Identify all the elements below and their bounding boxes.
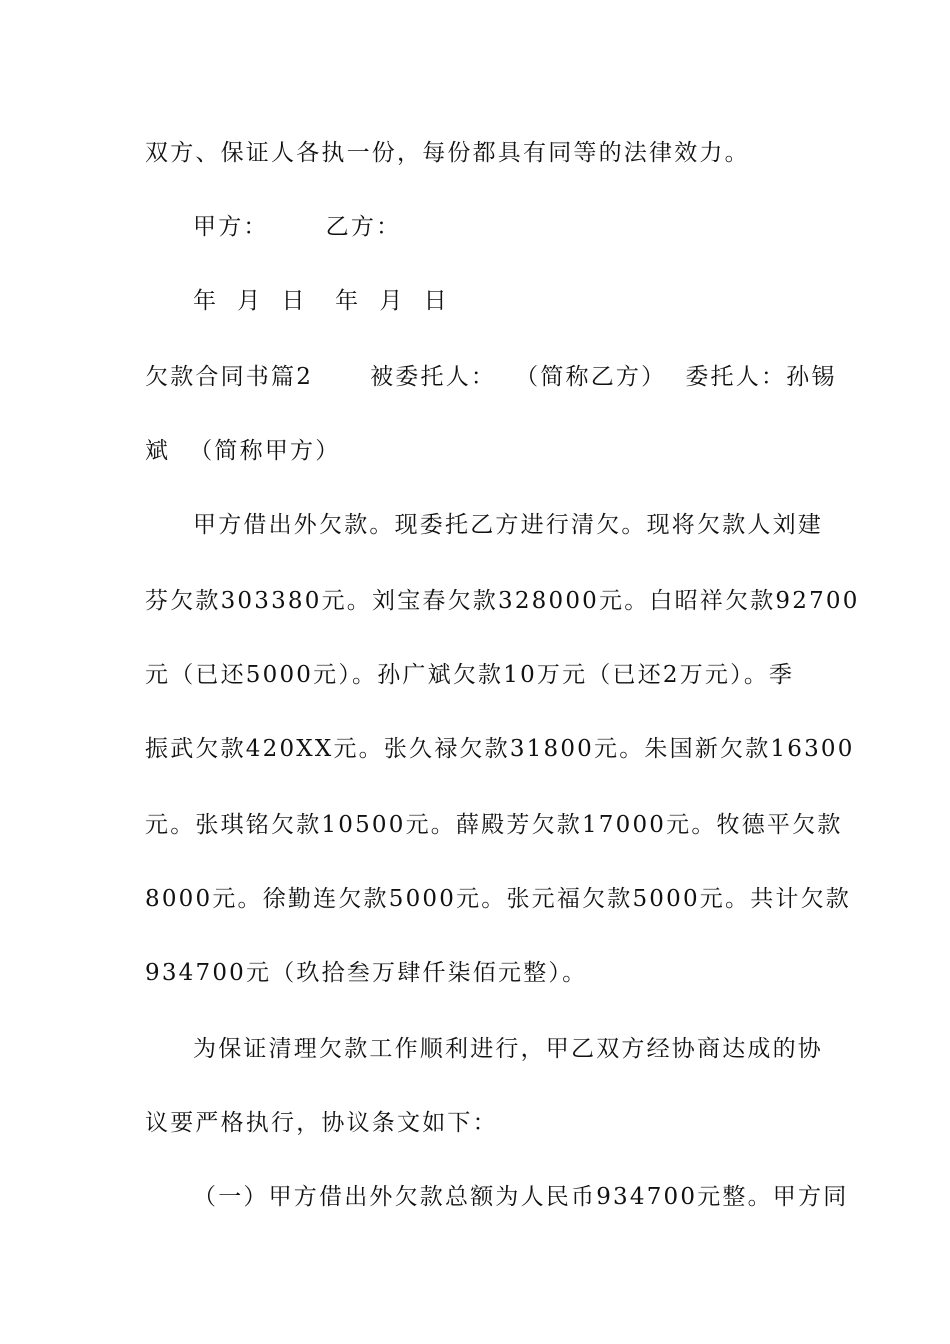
text-line: 8000元。徐勤连欠款5000元。张元福欠款5000元。共计欠款 <box>145 886 851 912</box>
text-line: 斌 （简称甲方） <box>145 438 341 464</box>
text-line: 芬欠款303380元。刘宝春欠款328000元。白昭祥欠款92700 <box>145 588 860 614</box>
text-line: 934700元（玖拾叁万肆仟柒佰元整）。 <box>145 960 588 986</box>
signature-date-labels: 年 月 日 年 月 日 <box>193 288 449 314</box>
text-line: 振武欠款420XX元。张久禄欠款31800元。朱国新欠款16300 <box>145 736 855 762</box>
text-line: 双方、保证人各执一份，每份都具有同等的法律效力。 <box>145 140 750 166</box>
text-line: 议要严格执行，协议条文如下： <box>145 1110 498 1136</box>
text-line: 元。张琪铭欠款10500元。薛殿芳欠款17000元。牧德平欠款 <box>145 812 843 838</box>
text-line: 元（已还5000元）。孙广斌欠款10万元（已还2万元）。季 <box>145 662 795 688</box>
section-heading: 欠款合同书篇2 被委托人： （简称乙方） 委托人：孙锡 <box>145 364 837 390</box>
text-line: 为保证清理欠款工作顺利进行，甲乙双方经协商达成的协 <box>193 1036 823 1062</box>
text-line: （一）甲方借出外欠款总额为人民币934700元整。甲方同 <box>193 1184 849 1210</box>
text-line: 甲方借出外欠款。现委托乙方进行清欠。现将欠款人刘建 <box>193 512 823 538</box>
signature-party-labels: 甲方： 乙方： <box>193 214 402 240</box>
